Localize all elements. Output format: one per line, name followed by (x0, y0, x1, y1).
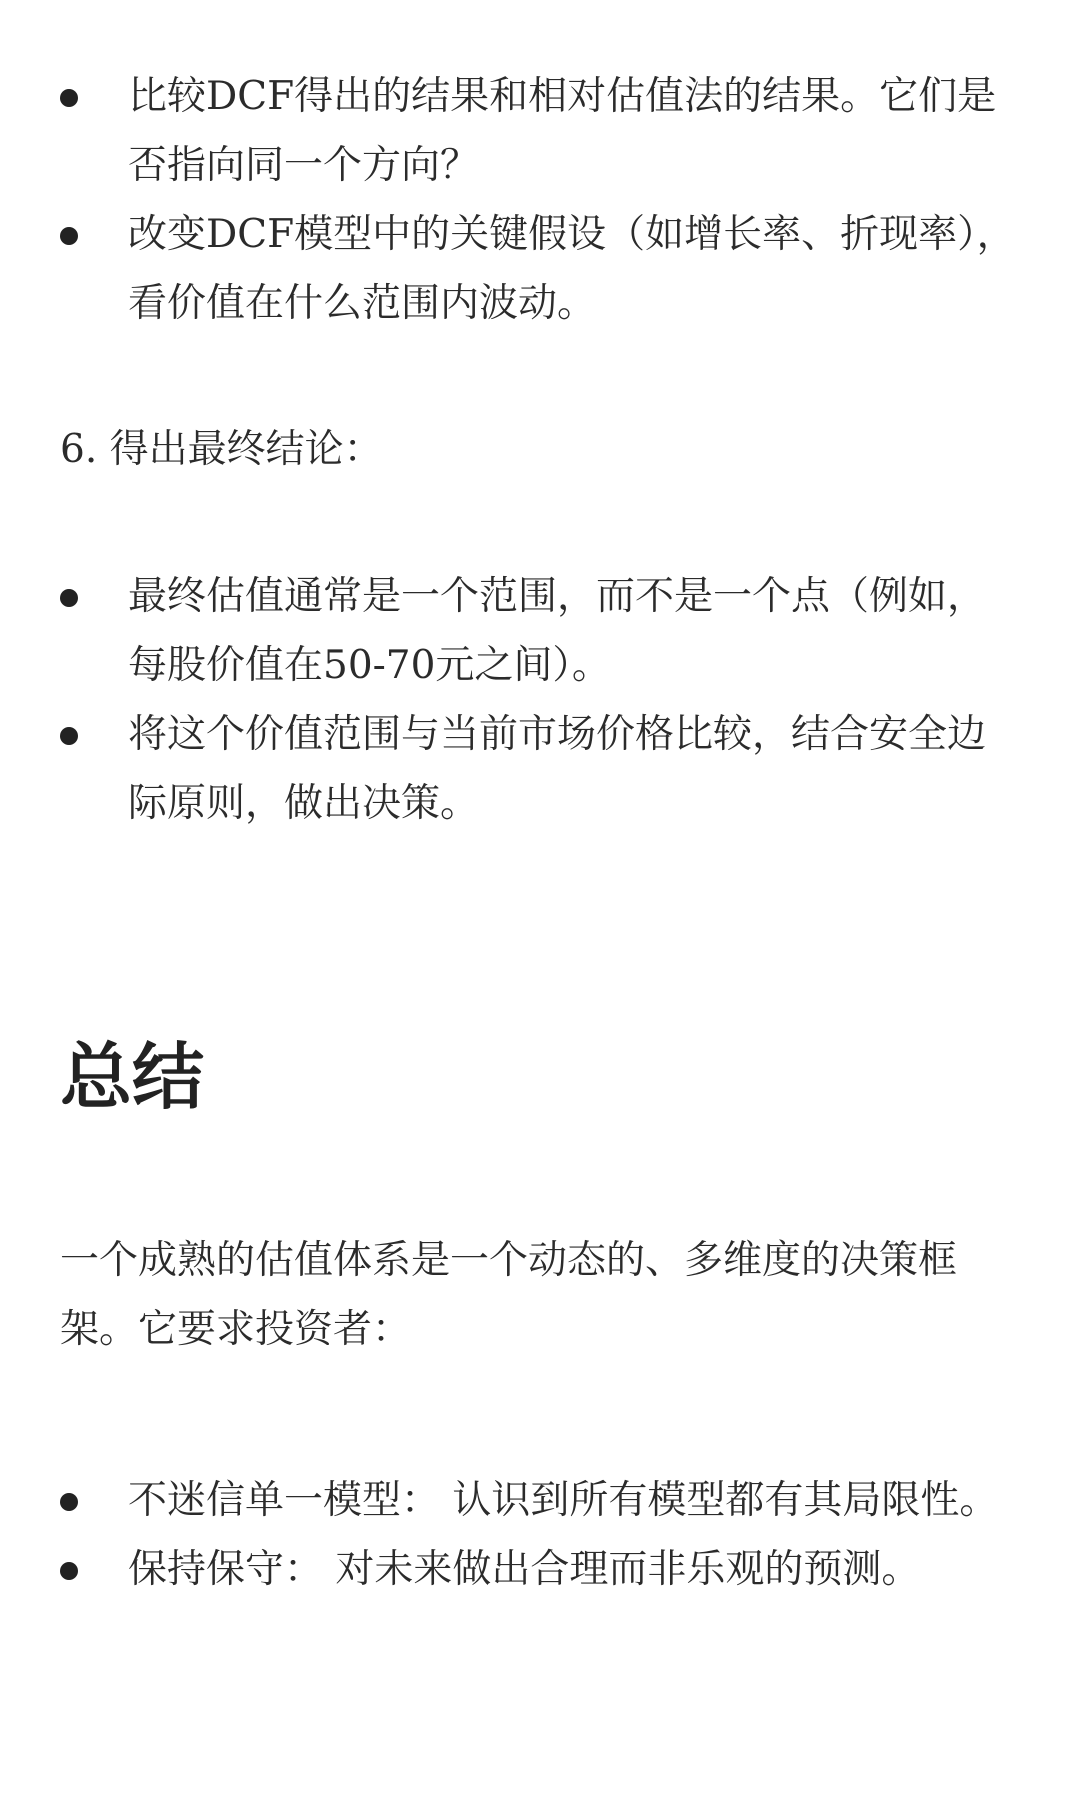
step-6-title: 6. 得出最终结论： (60, 427, 383, 472)
list-item-text: 改变DCF模型中的关键假设（如增长率、折现率），看价值在什么范围内波动。 (128, 212, 1016, 326)
summary-list (0, 1466, 1080, 1604)
list-item (0, 700, 1080, 838)
list-item (0, 1535, 1080, 1604)
list-item (0, 62, 1080, 200)
list-item-text: 保持保守： 对未来做出合理而非乐观的预测。 (128, 1547, 921, 1592)
list-item-text: 不迷信单一模型： 认识到所有模型都有其局限性。 (128, 1478, 999, 1523)
list-item (0, 1466, 1080, 1535)
bullet-icon (60, 1493, 78, 1511)
list-item-text: 将这个价值范围与当前市场价格比较，结合安全边际原则，做出决策。 (128, 712, 987, 826)
bullet-icon (60, 1562, 78, 1580)
list-item-text: 比较DCF得出的结果和相对估值法的结果。它们是否指向同一个方向？ (128, 74, 997, 188)
list-item (0, 200, 1080, 338)
list-item-text: 最终估值通常是一个范围，而不是一个点（例如，每股价值在50-70元之间）。 (128, 574, 987, 688)
cross-check-list (0, 62, 1080, 338)
list-item (0, 562, 1080, 700)
bullet-icon (60, 727, 78, 745)
bullet-icon (60, 589, 78, 607)
bullet-icon (60, 227, 78, 245)
summary-intro: 一个成熟的估值体系是一个动态的、多维度的决策框架。它要求投资者： (60, 1238, 958, 1352)
conclusion-list (0, 562, 1080, 838)
summary-heading: 总结 (60, 1035, 205, 1119)
bullet-icon (60, 89, 78, 107)
